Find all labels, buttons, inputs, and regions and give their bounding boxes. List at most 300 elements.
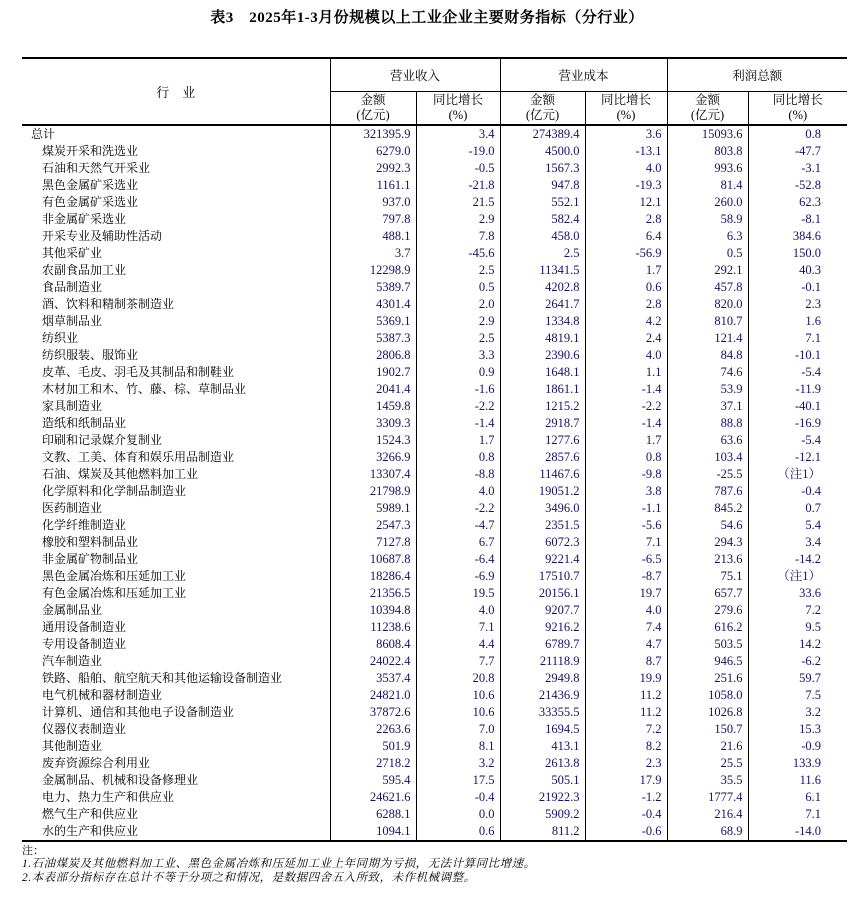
revenue-growth-cell: 2.9 <box>416 313 500 330</box>
table-body <box>22 125 847 841</box>
cost-growth-cell: 19.9 <box>585 670 667 687</box>
profit-amount-cell: 75.1 <box>667 568 748 585</box>
revenue-growth-cell: 3.4 <box>416 125 500 143</box>
table-row <box>22 721 847 738</box>
profit-amount-cell: 820.0 <box>667 296 748 313</box>
profit-amount-cell: 35.5 <box>667 772 748 789</box>
profit-growth-cell: 40.3 <box>748 262 847 279</box>
revenue-amount-cell: 10687.8 <box>330 551 416 568</box>
table-row <box>22 670 847 687</box>
cost-growth-cell: -1.4 <box>585 381 667 398</box>
industry-name-cell: 废弃资源综合利用业 <box>42 756 151 770</box>
revenue-amount-cell: 11238.6 <box>330 619 416 636</box>
revenue-growth-cell: 10.6 <box>416 704 500 721</box>
table-row <box>22 125 847 143</box>
footnotes <box>22 845 832 885</box>
cost-amount-cell: 1694.5 <box>500 721 585 738</box>
table-row <box>22 772 847 789</box>
cost-amount-cell: 3496.0 <box>500 500 585 517</box>
profit-amount-cell: 68.9 <box>667 823 748 841</box>
revenue-growth-header <box>416 91 500 125</box>
revenue-growth-cell: 17.5 <box>416 772 500 789</box>
revenue-amount-cell: 10394.8 <box>330 602 416 619</box>
profit-amount-cell: 6.3 <box>667 228 748 245</box>
revenue-growth-cell: -1.6 <box>416 381 500 398</box>
profit-growth-cell: （注1） <box>748 568 847 585</box>
profit-growth-cell: 15.3 <box>748 721 847 738</box>
cost-amount-cell: 274389.4 <box>500 125 585 143</box>
cost-growth-cell: -19.3 <box>585 177 667 194</box>
revenue-amount-cell: 3266.9 <box>330 449 416 466</box>
revenue-amount-cell: 1094.1 <box>330 823 416 841</box>
cost-group-header: 营业成本 <box>500 58 667 91</box>
revenue-growth-cell: -21.8 <box>416 177 500 194</box>
cost-amount-cell: 9221.4 <box>500 551 585 568</box>
industry-name-cell: 黑色金属矿采选业 <box>42 178 139 192</box>
profit-growth-cell: 11.6 <box>748 772 847 789</box>
cost-growth-cell: 17.9 <box>585 772 667 789</box>
profit-growth-cell: -14.2 <box>748 551 847 568</box>
cost-amount-cell: 6789.7 <box>500 636 585 653</box>
cost-growth-cell: -1.4 <box>585 415 667 432</box>
revenue-amount-cell: 21356.5 <box>330 585 416 602</box>
industry-name-cell: 食品制造业 <box>42 280 103 294</box>
profit-growth-cell: -14.0 <box>748 823 847 841</box>
revenue-amount-cell: 501.9 <box>330 738 416 755</box>
table-row <box>22 143 847 160</box>
revenue-amount-cell: 595.4 <box>330 772 416 789</box>
table-row <box>22 636 847 653</box>
table-row <box>22 398 847 415</box>
industry-name-cell: 文教、工美、体育和娱乐用品制造业 <box>42 450 235 464</box>
profit-growth-cell: 133.9 <box>748 755 847 772</box>
profit-growth-cell: -0.4 <box>748 483 847 500</box>
industry-name-cell: 电气机械和器材制造业 <box>42 688 163 702</box>
profit-growth-cell: 0.8 <box>748 125 847 143</box>
cost-growth-cell: 7.4 <box>585 619 667 636</box>
revenue-growth-cell: 0.9 <box>416 364 500 381</box>
table-row <box>22 313 847 330</box>
profit-amount-cell: 53.9 <box>667 381 748 398</box>
profit-amount-cell: 616.2 <box>667 619 748 636</box>
profit-amount-header <box>667 91 748 125</box>
revenue-growth-cell: -2.2 <box>416 500 500 517</box>
profit-amount-cell: 81.4 <box>667 177 748 194</box>
cost-growth-cell: 12.1 <box>585 194 667 211</box>
revenue-growth-cell: 2.5 <box>416 262 500 279</box>
cost-growth-cell: 8.2 <box>585 738 667 755</box>
profit-amount-cell: 103.4 <box>667 449 748 466</box>
profit-growth-cell: 62.3 <box>748 194 847 211</box>
cost-amount-cell: 1334.8 <box>500 313 585 330</box>
profit-amount-cell: 84.8 <box>667 347 748 364</box>
revenue-growth-cell: -19.0 <box>416 143 500 160</box>
revenue-amount-cell: 3309.3 <box>330 415 416 432</box>
profit-amount-cell: 260.0 <box>667 194 748 211</box>
profit-growth-cell: -3.1 <box>748 160 847 177</box>
profit-amount-cell: 88.8 <box>667 415 748 432</box>
profit-amount-cell: 25.5 <box>667 755 748 772</box>
profit-growth-cell: 7.2 <box>748 602 847 619</box>
cost-amount-cell: 2390.6 <box>500 347 585 364</box>
cost-growth-cell: -2.2 <box>585 398 667 415</box>
profit-growth-cell: 3.4 <box>748 534 847 551</box>
cost-growth-cell: 3.6 <box>585 125 667 143</box>
profit-amount-cell: 1058.0 <box>667 687 748 704</box>
profit-amount-cell: 810.7 <box>667 313 748 330</box>
revenue-amount-cell: 488.1 <box>330 228 416 245</box>
revenue-amount-cell: 4301.4 <box>330 296 416 313</box>
cost-amount-cell: 458.0 <box>500 228 585 245</box>
industry-name-cell: 纺织业 <box>42 331 79 345</box>
revenue-growth-cell: 4.4 <box>416 636 500 653</box>
page-title: 表3 2025年1-3月份规模以上工业企业主要财务指标（分行业） <box>210 10 644 26</box>
revenue-growth-cell: 7.1 <box>416 619 500 636</box>
revenue-amount-cell: 24621.6 <box>330 789 416 806</box>
cost-growth-cell: -9.8 <box>585 466 667 483</box>
revenue-amount-cell: 24821.0 <box>330 687 416 704</box>
industry-name-cell: 印刷和记录媒介复制业 <box>42 433 163 447</box>
revenue-growth-cell: 21.5 <box>416 194 500 211</box>
financial-indicators-table <box>22 57 847 842</box>
revenue-growth-cell: 7.0 <box>416 721 500 738</box>
revenue-amount-header <box>330 91 416 125</box>
profit-amount-cell: 150.7 <box>667 721 748 738</box>
revenue-growth-cell: 1.7 <box>416 432 500 449</box>
revenue-growth-cell: -45.6 <box>416 245 500 262</box>
table-row <box>22 551 847 568</box>
revenue-amount-cell: 21798.9 <box>330 483 416 500</box>
revenue-growth-cell: -1.4 <box>416 415 500 432</box>
table-row <box>22 364 847 381</box>
revenue-amount-cell: 1524.3 <box>330 432 416 449</box>
industry-name-cell: 医药制造业 <box>42 501 103 515</box>
profit-amount-cell: 279.6 <box>667 602 748 619</box>
profit-group-header: 利润总额 <box>667 58 847 91</box>
industry-name-cell: 非金属矿采选业 <box>42 212 127 226</box>
table-row <box>22 211 847 228</box>
cost-amount-cell: 2857.6 <box>500 449 585 466</box>
table-row <box>22 228 847 245</box>
profit-growth-cell: -10.1 <box>748 347 847 364</box>
profit-growth-cell: -0.9 <box>748 738 847 755</box>
table-row <box>22 160 847 177</box>
industry-name-cell: 烟草制品业 <box>42 314 103 328</box>
revenue-amount-cell: 6279.0 <box>330 143 416 160</box>
cost-amount-cell: 505.1 <box>500 772 585 789</box>
revenue-growth-cell: 10.6 <box>416 687 500 704</box>
profit-growth-cell: -0.1 <box>748 279 847 296</box>
industry-name-cell: 总计 <box>31 127 56 141</box>
profit-growth-cell: -5.4 <box>748 432 847 449</box>
table-row <box>22 619 847 636</box>
cost-amount-cell: 6072.3 <box>500 534 585 551</box>
cost-amount-cell: 582.4 <box>500 211 585 228</box>
revenue-amount-cell: 937.0 <box>330 194 416 211</box>
profit-amount-cell: 503.5 <box>667 636 748 653</box>
industry-column-header: 行 业 <box>156 85 196 100</box>
revenue-amount-cell: 7127.8 <box>330 534 416 551</box>
industry-name-cell: 其他采矿业 <box>42 246 103 260</box>
profit-growth-cell: -12.1 <box>748 449 847 466</box>
revenue-amount-cell: 12298.9 <box>330 262 416 279</box>
industry-name-cell: 有色金属矿采选业 <box>42 195 139 209</box>
revenue-amount-cell: 24022.4 <box>330 653 416 670</box>
cost-growth-cell: -5.6 <box>585 517 667 534</box>
table-row <box>22 483 847 500</box>
profit-growth-cell: 6.1 <box>748 789 847 806</box>
table-row <box>22 738 847 755</box>
cost-amount-cell: 2351.5 <box>500 517 585 534</box>
profit-amount-cell: 74.6 <box>667 364 748 381</box>
revenue-amount-cell: 2263.6 <box>330 721 416 738</box>
profit-growth-cell: 2.3 <box>748 296 847 313</box>
table-row <box>22 432 847 449</box>
cost-amount-cell: 552.1 <box>500 194 585 211</box>
profit-growth-cell: 33.6 <box>748 585 847 602</box>
cost-amount-cell: 21436.9 <box>500 687 585 704</box>
table-row <box>22 534 847 551</box>
revenue-amount-cell: 321395.9 <box>330 125 416 143</box>
table-row <box>22 687 847 704</box>
industry-name-cell: 石油、煤炭及其他燃料加工业 <box>42 467 199 481</box>
revenue-growth-cell: 0.6 <box>416 823 500 841</box>
profit-growth-cell: 59.7 <box>748 670 847 687</box>
cost-growth-cell: 6.4 <box>585 228 667 245</box>
profit-growth-cell: 1.6 <box>748 313 847 330</box>
revenue-amount-cell: 5989.1 <box>330 500 416 517</box>
revenue-growth-cell: 0.5 <box>416 279 500 296</box>
cost-growth-cell: 1.7 <box>585 262 667 279</box>
industry-name-cell: 铁路、船舶、航空航天和其他运输设备制造业 <box>42 671 283 685</box>
profit-amount-cell: 54.6 <box>667 517 748 534</box>
profit-growth-cell: 14.2 <box>748 636 847 653</box>
profit-growth-cell: 7.5 <box>748 687 847 704</box>
cost-amount-cell: 2.5 <box>500 245 585 262</box>
table-row <box>22 449 847 466</box>
profit-amount-cell: 657.7 <box>667 585 748 602</box>
profit-amount-cell: 292.1 <box>667 262 748 279</box>
table-row <box>22 653 847 670</box>
cost-amount-cell: 11341.5 <box>500 262 585 279</box>
note-item-1: 1.石油煤炭及其他燃料加工业、黑色金属冶炼和压延加工业上年同期为亏损，无法计算同比增速。 <box>22 858 536 870</box>
cost-growth-cell: 11.2 <box>585 687 667 704</box>
cost-amount-cell: 2949.8 <box>500 670 585 687</box>
cost-growth-cell: 4.0 <box>585 347 667 364</box>
revenue-amount-cell: 8608.4 <box>330 636 416 653</box>
profit-amount-cell: -25.5 <box>667 466 748 483</box>
profit-amount-cell: 15093.6 <box>667 125 748 143</box>
profit-amount-cell: 457.8 <box>667 279 748 296</box>
cost-amount-cell: 4500.0 <box>500 143 585 160</box>
cost-growth-cell: -0.4 <box>585 806 667 823</box>
industry-name-cell: 燃气生产和供应业 <box>42 807 139 821</box>
revenue-amount-cell: 2718.2 <box>330 755 416 772</box>
cost-growth-cell: 1.7 <box>585 432 667 449</box>
cost-growth-cell: 4.0 <box>585 602 667 619</box>
growth-unit: (%) <box>616 107 636 122</box>
table-row <box>22 755 847 772</box>
cost-amount-cell: 413.1 <box>500 738 585 755</box>
table-row <box>22 806 847 823</box>
table-row <box>22 568 847 585</box>
revenue-growth-cell: 2.0 <box>416 296 500 313</box>
revenue-amount-cell: 797.8 <box>330 211 416 228</box>
revenue-amount-cell: 6288.1 <box>330 806 416 823</box>
industry-name-cell: 有色金属冶炼和压延加工业 <box>42 586 187 600</box>
profit-amount-cell: 251.6 <box>667 670 748 687</box>
revenue-amount-cell: 2992.3 <box>330 160 416 177</box>
cost-amount-cell: 5909.2 <box>500 806 585 823</box>
revenue-amount-cell: 18286.4 <box>330 568 416 585</box>
table-row <box>22 466 847 483</box>
table-row <box>22 415 847 432</box>
industry-name-cell: 专用设备制造业 <box>42 637 127 651</box>
revenue-growth-cell: -0.4 <box>416 789 500 806</box>
industry-name-cell: 非金属矿物制品业 <box>42 552 139 566</box>
industry-name-cell: 石油和天然气开采业 <box>42 161 151 175</box>
profit-growth-cell: -16.9 <box>748 415 847 432</box>
industry-name-cell: 计算机、通信和其他电子设备制造业 <box>42 705 235 719</box>
table-row <box>22 177 847 194</box>
industry-name-cell: 煤炭开采和洗选业 <box>42 144 139 158</box>
industry-name-cell: 汽车制造业 <box>42 654 103 668</box>
cost-growth-cell: 1.1 <box>585 364 667 381</box>
table-row <box>22 602 847 619</box>
industry-name-cell: 通用设备制造业 <box>42 620 127 634</box>
growth-unit: (%) <box>788 107 808 122</box>
profit-growth-cell: 384.6 <box>748 228 847 245</box>
revenue-amount-cell: 37872.6 <box>330 704 416 721</box>
cost-amount-cell: 811.2 <box>500 823 585 841</box>
industry-name-cell: 木材加工和木、竹、藤、棕、草制品业 <box>42 382 247 396</box>
profit-growth-cell: -5.4 <box>748 364 847 381</box>
revenue-amount-cell: 2806.8 <box>330 347 416 364</box>
industry-name-cell: 黑色金属冶炼和压延加工业 <box>42 569 187 583</box>
revenue-growth-cell: 7.7 <box>416 653 500 670</box>
table-row <box>22 585 847 602</box>
cost-growth-cell: 11.2 <box>585 704 667 721</box>
industry-name-cell: 其他制造业 <box>42 739 103 753</box>
table-row <box>22 347 847 364</box>
profit-amount-cell: 121.4 <box>667 330 748 347</box>
cost-growth-cell: -0.6 <box>585 823 667 841</box>
profit-growth-cell: 150.0 <box>748 245 847 262</box>
profit-growth-cell: 5.4 <box>748 517 847 534</box>
cost-amount-cell: 9207.7 <box>500 602 585 619</box>
industry-name-cell: 农副食品加工业 <box>42 263 127 277</box>
revenue-growth-cell: 20.8 <box>416 670 500 687</box>
revenue-growth-cell: 8.1 <box>416 738 500 755</box>
revenue-amount-cell: 5389.7 <box>330 279 416 296</box>
cost-growth-cell: 2.3 <box>585 755 667 772</box>
cost-growth-cell: 0.8 <box>585 449 667 466</box>
cost-amount-cell: 4819.1 <box>500 330 585 347</box>
cost-growth-cell: 0.6 <box>585 279 667 296</box>
table-row <box>22 704 847 721</box>
industry-name-cell: 纺织服装、服饰业 <box>42 348 139 362</box>
profit-growth-header <box>748 91 847 125</box>
amount-unit: (亿元) <box>525 107 560 122</box>
industry-name-cell: 家具制造业 <box>42 399 103 413</box>
revenue-amount-cell: 5369.1 <box>330 313 416 330</box>
revenue-growth-cell: -4.7 <box>416 517 500 534</box>
table-row <box>22 296 847 313</box>
profit-amount-cell: 213.6 <box>667 551 748 568</box>
cost-growth-cell: 8.7 <box>585 653 667 670</box>
cost-amount-cell: 20156.1 <box>500 585 585 602</box>
table-header <box>22 58 847 125</box>
revenue-growth-cell: -8.8 <box>416 466 500 483</box>
cost-growth-cell: 4.0 <box>585 160 667 177</box>
cost-amount-cell: 21922.3 <box>500 789 585 806</box>
cost-growth-cell: 2.4 <box>585 330 667 347</box>
industry-name-cell: 橡胶和塑料制品业 <box>42 535 139 549</box>
table-row <box>22 245 847 262</box>
cost-growth-header <box>585 91 667 125</box>
cost-growth-cell: 2.8 <box>585 296 667 313</box>
profit-growth-cell: -6.2 <box>748 653 847 670</box>
revenue-amount-cell: 3.7 <box>330 245 416 262</box>
profit-amount-cell: 993.6 <box>667 160 748 177</box>
cost-amount-cell: 2613.8 <box>500 755 585 772</box>
cost-amount-cell: 21118.9 <box>500 653 585 670</box>
profit-amount-cell: 216.4 <box>667 806 748 823</box>
revenue-amount-cell: 2547.3 <box>330 517 416 534</box>
revenue-growth-cell: 2.9 <box>416 211 500 228</box>
table-row <box>22 330 847 347</box>
revenue-growth-cell: 7.8 <box>416 228 500 245</box>
cost-growth-cell: -1.2 <box>585 789 667 806</box>
revenue-amount-cell: 5387.3 <box>330 330 416 347</box>
profit-amount-cell: 1777.4 <box>667 789 748 806</box>
amount-label: 金额 <box>360 92 386 107</box>
cost-growth-cell: 3.8 <box>585 483 667 500</box>
cost-amount-cell: 17510.7 <box>500 568 585 585</box>
cost-amount-header <box>500 91 585 125</box>
cost-growth-cell: -8.7 <box>585 568 667 585</box>
table-row <box>22 262 847 279</box>
profit-growth-cell: -52.8 <box>748 177 847 194</box>
profit-amount-cell: 294.3 <box>667 534 748 551</box>
profit-growth-cell: -40.1 <box>748 398 847 415</box>
profit-amount-cell: 1026.8 <box>667 704 748 721</box>
cost-amount-cell: 4202.8 <box>500 279 585 296</box>
profit-growth-cell: 7.1 <box>748 330 847 347</box>
table-row <box>22 500 847 517</box>
cost-amount-cell: 1861.1 <box>500 381 585 398</box>
growth-label: 同比增长 <box>601 92 652 107</box>
revenue-growth-cell: 4.0 <box>416 483 500 500</box>
cost-growth-cell: 7.2 <box>585 721 667 738</box>
growth-unit: (%) <box>448 107 468 122</box>
revenue-amount-cell: 2041.4 <box>330 381 416 398</box>
revenue-growth-cell: 19.5 <box>416 585 500 602</box>
cost-amount-cell: 1277.6 <box>500 432 585 449</box>
profit-amount-cell: 803.8 <box>667 143 748 160</box>
cost-amount-cell: 19051.2 <box>500 483 585 500</box>
amount-label: 金额 <box>530 92 556 107</box>
growth-label: 同比增长 <box>433 92 484 107</box>
industry-name-cell: 造纸和纸制品业 <box>42 416 127 430</box>
cost-amount-cell: 1215.2 <box>500 398 585 415</box>
revenue-amount-cell: 1459.8 <box>330 398 416 415</box>
revenue-growth-cell: 4.0 <box>416 602 500 619</box>
table-row <box>22 381 847 398</box>
note-item-2: 2.本表部分指标存在总计不等于分项之和情况，是数据四舍五入所致，未作机械调整。 <box>22 871 476 884</box>
revenue-growth-cell: 0.8 <box>416 449 500 466</box>
cost-growth-cell: 19.7 <box>585 585 667 602</box>
